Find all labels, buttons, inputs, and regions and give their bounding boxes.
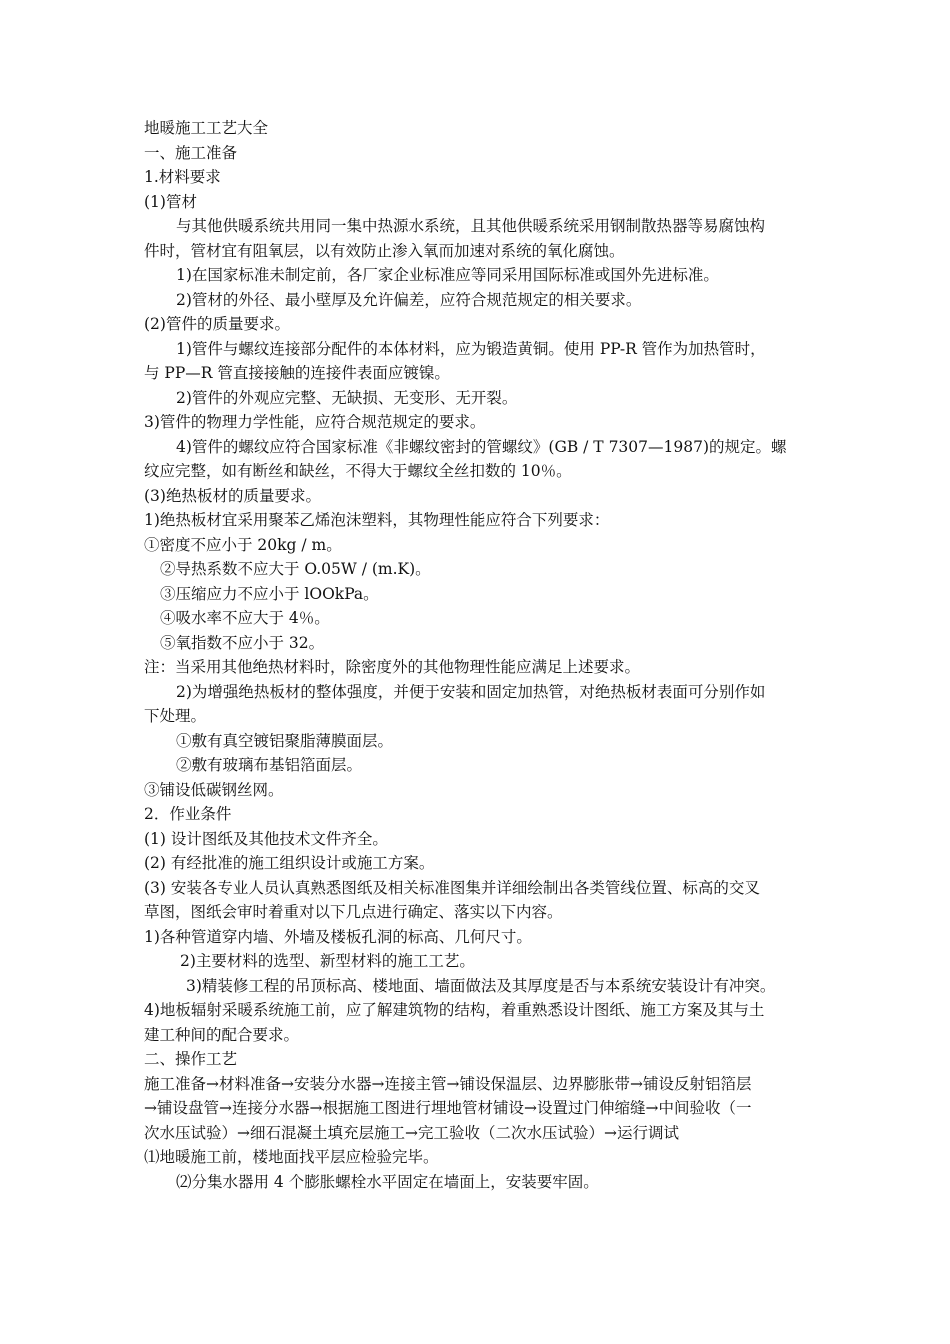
- section-heading: 二、操作工艺: [144, 1050, 238, 1068]
- process-flow-line: 施工准备→材料准备→安装分水器→连接主管→铺设保温层、边界膨胀带→铺设反射铝箔层: [144, 1074, 752, 1093]
- paragraph-line: 2)管材的外径、最小壁厚及允许偏差，应符合规范规定的相关要求。: [176, 290, 642, 309]
- paragraph-line: 建工种间的配合要求。: [144, 1025, 300, 1044]
- list-item: ③压缩应力不应小于 lOOkPa。: [160, 584, 379, 603]
- document-body: [144, 116, 812, 1194]
- paragraph-line: 草图，图纸会审时着重对以下几点进行确定、落实以下内容。: [144, 903, 563, 921]
- paragraph-line: 2)为增强绝热板材的整体强度，并便于安装和固定加热管，对绝热板材表面可分别作如: [176, 682, 766, 701]
- paragraph-line: 1)管件与螺纹连接部分配件的本体材料，应为锻造黄铜。使用 PP-R 管作为加热管时，: [176, 339, 766, 358]
- process-flow-line: →铺设盘管→连接分水器→根据施工图进行埋地管材铺设→设置过门伸缩缝→中间验收（一: [144, 1099, 752, 1117]
- list-item: ②导热系数不应大于 O.05W / (m.K)。: [160, 560, 431, 578]
- paragraph-line: (3) 安装各专业人员认真熟悉图纸及相关标准图集并详细绘制出各类管线位置、标高的交叉: [144, 878, 760, 897]
- paragraph-line: 2)主要材料的选型、新型材料的施工工艺。: [180, 952, 475, 970]
- paragraph-line: 4)管件的螺纹应符合国家标准《非螺纹密封的管螺纹》(GB / T 7307—1987)的规定。螺: [176, 437, 787, 456]
- list-item: ⑤氧指数不应小于 32。: [160, 633, 325, 652]
- paragraph-line: 纹应完整，如有断丝和缺丝，不得大于螺纹全丝扣数的 10％。: [144, 462, 572, 480]
- list-item: ②敷有玻璃布基铝箔面层。: [176, 756, 363, 774]
- paragraph-line: 4)地板辐射采暖系统施工前，应了解建筑物的结构，着重熟悉设计图纸、施工方案及其与土: [144, 1001, 765, 1019]
- section-heading: 一、施工准备: [144, 143, 238, 162]
- list-item: ①敷有真空镀铝聚脂薄膜面层。: [176, 731, 394, 750]
- paragraph-line: 与其他供暖系统共用同一集中热源水系统，且其他供暖系统采用钢制散热器等易腐蚀构: [176, 217, 766, 235]
- list-item: ①密度不应小于 20kg / m。: [144, 535, 342, 554]
- item-heading: (3)绝热板材的质量要求。: [144, 486, 321, 505]
- paragraph-line: ⑴地暖施工前，楼地面找平层应检验完毕。: [144, 1148, 439, 1166]
- item-heading: (2)管件的质量要求。: [144, 315, 290, 333]
- paragraph-line: 2)管件的外观应完整、无缺损、无变形、无开裂。: [176, 388, 518, 407]
- paragraph-line: 3)精装修工程的吊顶标高、楼地面、墙面做法及其厚度是否与本系统安装设计有冲突。: [186, 976, 776, 995]
- paragraph-line: 下处理。: [144, 707, 207, 725]
- list-item: ③铺设低碳钢丝网。: [144, 780, 284, 799]
- paragraph-line: 与 PP—R 管直接接触的连接件表面应镀镍。: [144, 364, 450, 382]
- paragraph-line: 1)在国家标准未制定前，各厂家企业标准应等同采用国际标准或国外先进标准。: [176, 266, 719, 284]
- paragraph-line: 3)管件的物理力学性能，应符合规范规定的要求。: [144, 413, 486, 431]
- paragraph-line: 1)绝热板材宜采用聚苯乙烯泡沫塑料，其物理性能应符合下列要求：: [144, 511, 610, 529]
- subsection-heading: 1.材料要求: [144, 168, 221, 186]
- subsection-heading: 2．作业条件: [144, 805, 232, 823]
- process-flow-line: 次水压试验）→细石混凝土填充层施工→完工验收（二次水压试验）→运行调试: [144, 1123, 679, 1142]
- item-heading: (1)管材: [144, 192, 197, 211]
- paragraph-line: (1) 设计图纸及其他技术文件齐全。: [144, 829, 388, 848]
- paragraph-line: 1)各种管道穿内墙、外墙及楼板孔洞的标高、几何尺寸。: [144, 927, 532, 946]
- document-title: 地暖施工工艺大全: [144, 119, 269, 137]
- paragraph-line: (2) 有经批准的施工组织设计或施工方案。: [144, 854, 435, 872]
- paragraph-line: 件时，管材宜有阻氧层，以有效防止渗入氧而加速对系统的氧化腐蚀。: [144, 241, 625, 260]
- paragraph-line: ⑵分集水器用 4 个膨胀螺栓水平固定在墙面上，安装要牢固。: [176, 1172, 599, 1191]
- list-item: ④吸水率不应大于 4％。: [160, 609, 330, 627]
- note-line: 注：当采用其他绝热材料时，除密度外的其他物理性能应满足上述要求。: [144, 658, 641, 676]
